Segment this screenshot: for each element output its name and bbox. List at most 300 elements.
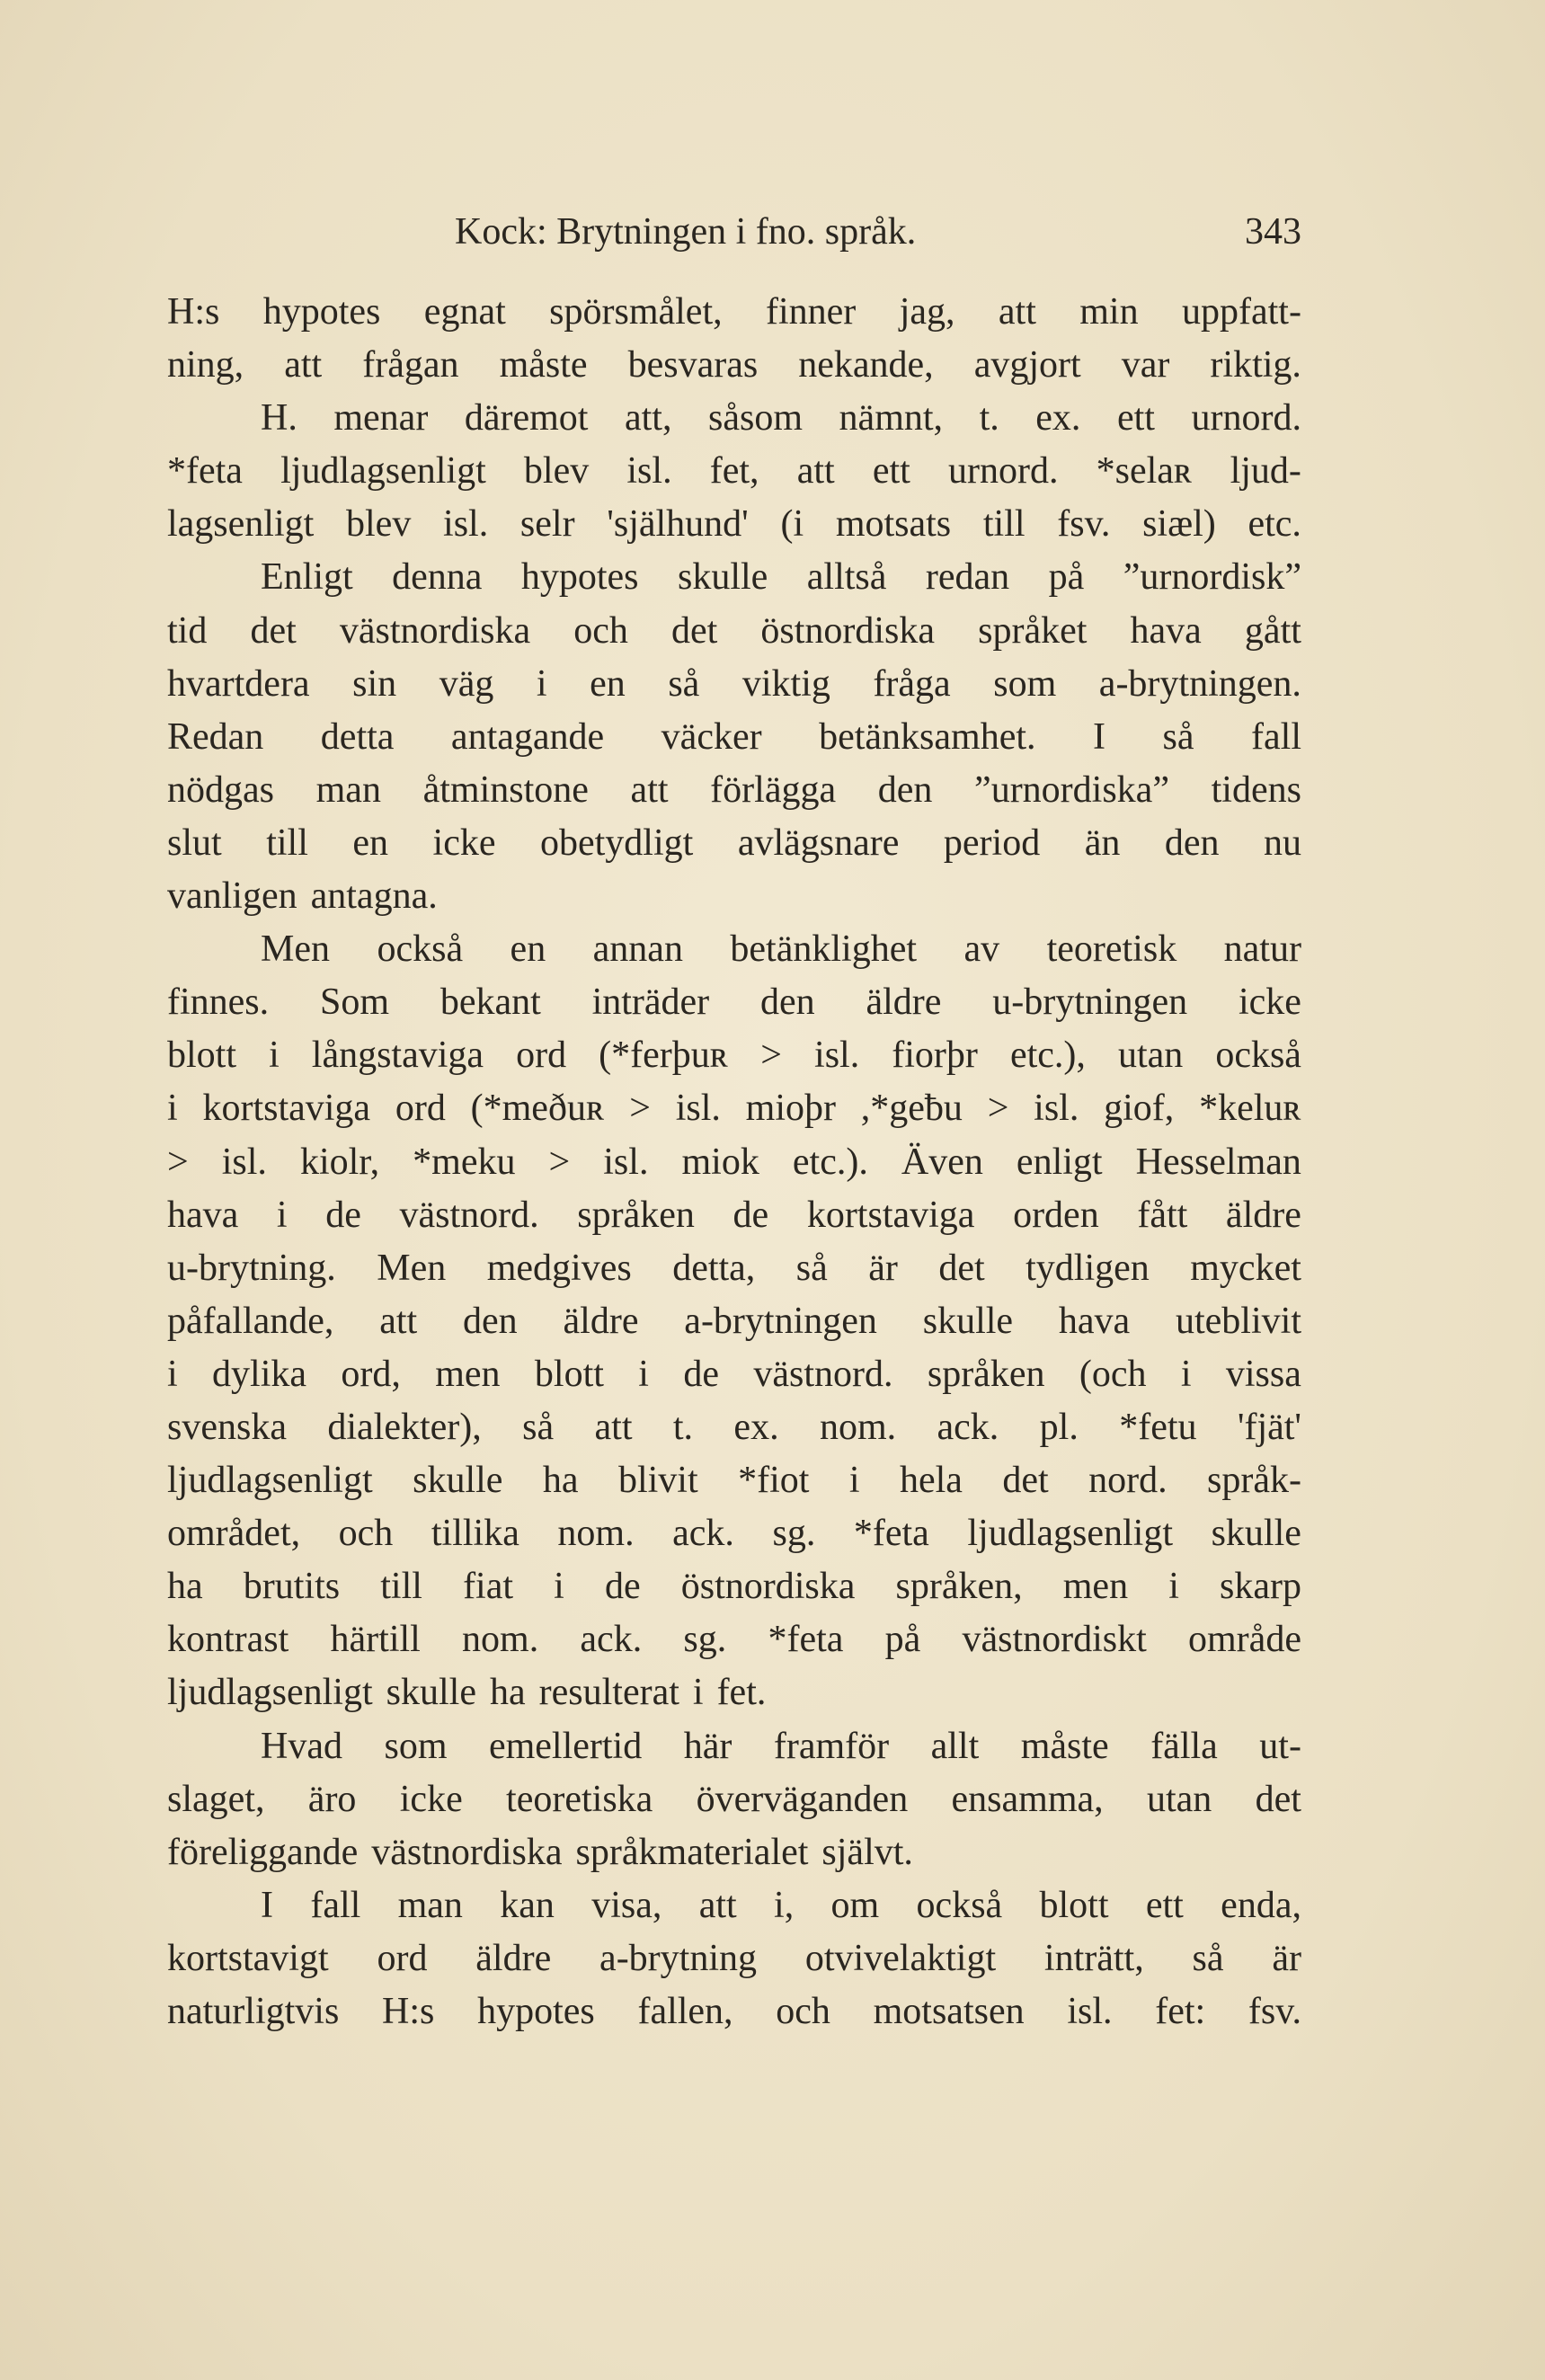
word: isl. [1034, 1088, 1079, 1130]
word: uppfatt- [1182, 291, 1301, 333]
word: Men [377, 1247, 447, 1289]
text-line [167, 1242, 1301, 1295]
word: området, [167, 1513, 301, 1555]
word: *selaʀ [1096, 450, 1193, 493]
page-number: 343 [1245, 211, 1301, 253]
word: ,*geƀu [860, 1088, 963, 1130]
word: nödgas [167, 768, 274, 811]
text-line [167, 1082, 1301, 1135]
text-line [167, 658, 1301, 711]
word: riktig. [1210, 344, 1301, 386]
word: västnordiska [339, 609, 531, 652]
word: dylika [212, 1353, 307, 1395]
word: västnordiska [371, 1831, 563, 1873]
word: teoretiska [506, 1778, 653, 1820]
word: > [760, 1035, 782, 1077]
word: i [1168, 1566, 1179, 1608]
word: västnord. [399, 1194, 539, 1236]
word: västnordiskt [962, 1619, 1147, 1661]
word: lagsenligt [167, 503, 315, 546]
word: i [638, 1353, 649, 1395]
word: måste [1020, 1725, 1109, 1767]
word: fet, [709, 450, 759, 493]
word: mioþr [745, 1088, 836, 1130]
word: men [1062, 1566, 1129, 1608]
word: område [1188, 1619, 1301, 1661]
word: isl. [675, 1088, 721, 1130]
word: också [1215, 1035, 1301, 1077]
word: kiolr, [299, 1141, 380, 1183]
word: antagna. [310, 875, 438, 918]
text-line [167, 1348, 1301, 1401]
word: ack. [580, 1619, 643, 1661]
word: isl. [814, 1035, 860, 1077]
word: slaget, [167, 1778, 265, 1820]
word: att, [625, 397, 672, 440]
word: tidens [1211, 768, 1301, 811]
word: det [1255, 1778, 1301, 1820]
word: jag, [899, 291, 955, 333]
word: teoretisk [1046, 928, 1177, 971]
word: bekant [440, 981, 541, 1024]
word: och [776, 1991, 830, 2032]
word: fälla [1150, 1725, 1218, 1767]
word: sg. [772, 1513, 816, 1555]
word: att [998, 291, 1036, 333]
word: denna [392, 556, 483, 599]
word: äldre [563, 1300, 639, 1342]
word: äldre [1225, 1194, 1301, 1236]
word: Enligt [261, 556, 353, 599]
text-line [167, 1454, 1301, 1507]
text-line [167, 711, 1301, 764]
word: ord, [341, 1353, 401, 1395]
text-line [167, 1401, 1301, 1454]
word: *feta [768, 1619, 844, 1661]
word: i, [774, 1884, 795, 1926]
word: vissa [1225, 1353, 1301, 1395]
word: icke [432, 821, 496, 864]
word: egnat [423, 291, 506, 333]
word: skulle [386, 1672, 476, 1714]
word: 'fjät' [1237, 1406, 1301, 1448]
word: selr [519, 503, 575, 546]
text-line [167, 1932, 1301, 1985]
word: den [877, 768, 933, 811]
word: inträtt, [1043, 1937, 1144, 1979]
word: i [536, 662, 547, 705]
word: som [993, 662, 1057, 705]
word: att [698, 1884, 737, 1926]
word: nom. [462, 1619, 539, 1661]
word: i [848, 1460, 860, 1502]
word: blott [1039, 1884, 1109, 1926]
word: redan [925, 556, 1010, 599]
word: hypotes [477, 1991, 595, 2032]
word: resulterat [538, 1672, 679, 1714]
word: språkmaterialet [575, 1831, 809, 1873]
word: och [573, 609, 628, 652]
word: isl. [1067, 1991, 1113, 2032]
word: kan [500, 1884, 555, 1926]
text-line [167, 1560, 1301, 1613]
word: överväganden [696, 1778, 909, 1820]
word: finner [766, 291, 857, 333]
word: kortstavigt [167, 1937, 329, 1979]
word: åtminstone [422, 768, 589, 811]
text-line [167, 1879, 1301, 1932]
word: västnord. [753, 1353, 893, 1395]
word: alltså [806, 556, 887, 599]
running-title: Kock: Brytningen i fno. språk. [455, 211, 917, 253]
word: att [284, 344, 323, 386]
word: väg [439, 662, 494, 705]
word: natur [1223, 928, 1301, 971]
word: 'själhund' [607, 503, 749, 546]
word: nom. [819, 1406, 897, 1448]
text-line [167, 339, 1301, 392]
word: u-brytning. [167, 1247, 336, 1289]
word: otvivelaktigt [804, 1937, 997, 1979]
word: gått [1244, 609, 1301, 652]
word: etc.), [1009, 1035, 1086, 1077]
word: enligt [1016, 1141, 1103, 1183]
text-line [167, 498, 1301, 551]
word: så [1162, 715, 1194, 758]
word: a-brytningen [684, 1300, 877, 1342]
word: nekande, [798, 344, 934, 386]
word: Som [319, 981, 389, 1024]
word: tydligen [1026, 1247, 1150, 1289]
text-line [167, 1295, 1301, 1348]
word: isl. [221, 1141, 267, 1183]
word: detta, [672, 1247, 756, 1289]
word: i [276, 1194, 288, 1236]
text-line [167, 1985, 1301, 2038]
word: ha [489, 1672, 526, 1714]
text-line [167, 1720, 1301, 1773]
word: man [397, 1884, 463, 1926]
text-line [167, 1773, 1301, 1826]
word: språk- [1207, 1460, 1301, 1502]
word: till [266, 821, 308, 864]
word: > [987, 1088, 1009, 1130]
word: de [325, 1194, 361, 1236]
word: ljudlagsenligt [280, 450, 486, 493]
word: etc. [1248, 503, 1301, 546]
word: att [630, 768, 669, 811]
word: hvartdera [167, 662, 310, 705]
word: ett [1116, 397, 1155, 440]
text-line [167, 1189, 1301, 1242]
word: t. [979, 397, 999, 440]
word: såsom [708, 397, 804, 440]
word: i [554, 1566, 564, 1608]
word: de [733, 1194, 769, 1236]
word: det [1002, 1460, 1049, 1502]
word: språken, [895, 1566, 1023, 1608]
word: *fiot [738, 1460, 810, 1502]
word: ack. [672, 1513, 734, 1555]
word: fsv. [1248, 1991, 1301, 2032]
word: härtill [330, 1619, 421, 1661]
word: väcker [661, 715, 762, 758]
word: betänksamhet. [819, 715, 1036, 758]
word: > [629, 1088, 651, 1130]
word: i [167, 1088, 178, 1130]
word: utan [1146, 1778, 1212, 1820]
word: slut [167, 821, 222, 864]
word: ”urnordiska” [974, 768, 1169, 811]
text-line [167, 605, 1301, 658]
text-line [167, 286, 1301, 339]
word: språken [927, 1353, 1045, 1395]
word: östnordiska [760, 609, 936, 652]
word: i [167, 1353, 178, 1395]
word: detta [320, 715, 395, 758]
word: *keluʀ [1199, 1088, 1301, 1130]
word: hypotes [520, 556, 639, 599]
word: miok [681, 1141, 759, 1183]
word: ljudlagsenligt [967, 1513, 1174, 1555]
text-line [167, 1826, 1301, 1879]
word: uteblivit [1176, 1300, 1301, 1342]
word: ut- [1259, 1725, 1301, 1767]
text-line [167, 1613, 1301, 1666]
word: *feta [167, 450, 243, 493]
word: ljudlagsenligt [167, 1460, 373, 1502]
word: en [510, 928, 546, 971]
word: brutits [243, 1566, 341, 1608]
word: spörsmålet, [549, 291, 723, 333]
text-line [167, 1507, 1301, 1560]
word: i [1180, 1353, 1192, 1395]
word: utan [1117, 1035, 1184, 1077]
word: äldre [866, 981, 942, 1024]
word: och [338, 1513, 394, 1555]
word: etc.). [792, 1141, 868, 1183]
word: den [759, 981, 815, 1024]
word: ex. [733, 1406, 779, 1448]
word: språken [577, 1194, 695, 1236]
word: så [1192, 1937, 1224, 1979]
text-line [167, 764, 1301, 817]
word: betänklighet [730, 928, 918, 971]
word: på [884, 1619, 921, 1661]
word: fråga [873, 662, 951, 705]
word: sg. [683, 1619, 727, 1661]
word: det [670, 609, 718, 652]
text-line [167, 392, 1301, 445]
word: hava [1058, 1300, 1131, 1342]
word: så [795, 1247, 828, 1289]
word: motsatsen [873, 1991, 1025, 2032]
word: än [1084, 821, 1121, 864]
text-line [167, 976, 1301, 1029]
word: skulle [922, 1300, 1014, 1342]
word: u-brytningen [992, 981, 1188, 1024]
word: den [1164, 821, 1220, 864]
word: nom. [557, 1513, 635, 1555]
word: den [463, 1300, 518, 1342]
word: *feta [853, 1513, 929, 1555]
word: I [1093, 715, 1106, 758]
word: Redan [167, 715, 264, 758]
word: urnord. [1191, 397, 1301, 440]
word: så [668, 662, 700, 705]
word: siæl) [1142, 503, 1216, 546]
text-line [167, 551, 1301, 604]
word: avgjort [973, 344, 1081, 386]
word: > [167, 1141, 189, 1183]
word: Även [901, 1141, 983, 1183]
word: nämnt, [839, 397, 944, 440]
word: *meku [413, 1141, 516, 1183]
word: föreliggande [167, 1831, 359, 1873]
word: orden [1013, 1194, 1099, 1236]
word: dialekter), [327, 1406, 482, 1448]
word: medgives [486, 1247, 632, 1289]
word: fall [310, 1884, 361, 1926]
word: sin [352, 662, 397, 705]
word: nord. [1088, 1460, 1168, 1502]
word: isl. [603, 1141, 649, 1183]
word: fallen, [637, 1991, 733, 2032]
word: att [796, 450, 835, 493]
word: tid [167, 609, 208, 652]
word: äro [307, 1778, 357, 1820]
word: till [982, 503, 1026, 546]
word: på [1048, 556, 1085, 599]
word: här [683, 1725, 733, 1767]
word: ha [542, 1460, 579, 1502]
word: icke [399, 1778, 463, 1820]
word: H. [261, 397, 297, 440]
word: skulle [677, 556, 768, 599]
word: period [943, 821, 1041, 864]
word: hela [899, 1460, 963, 1502]
text-line [167, 870, 1301, 923]
word: kontrast [167, 1619, 289, 1661]
word: vanligen [167, 875, 297, 918]
word: urnord. [947, 450, 1059, 493]
word: skulle [413, 1460, 503, 1502]
word: H:s [382, 1991, 435, 2032]
word: ljudlagsenligt [167, 1672, 373, 1714]
word: icke [1238, 981, 1301, 1024]
word: skulle [1211, 1513, 1301, 1555]
word: mycket [1190, 1247, 1301, 1289]
word: är [868, 1247, 898, 1289]
word: långstaviga [311, 1035, 484, 1077]
word: Hvad [261, 1725, 342, 1767]
word: fet: [1155, 1991, 1206, 2032]
word: ”urnordisk” [1123, 556, 1301, 599]
word: däremot [464, 397, 589, 440]
word: i [692, 1672, 704, 1714]
word: kortstaviga [806, 1194, 975, 1236]
word: avlägsnare [737, 821, 900, 864]
word: äldre [475, 1937, 552, 1979]
word: (i [780, 503, 804, 546]
word: (*meðuʀ [470, 1088, 605, 1130]
word: annan [592, 928, 683, 971]
word: fet. [716, 1672, 767, 1714]
word: fått [1137, 1194, 1188, 1236]
word: finnes. [167, 981, 270, 1024]
word: så [522, 1406, 555, 1448]
word: hava [1130, 609, 1202, 652]
word: ex. [1035, 397, 1081, 440]
word: fsv. [1057, 503, 1111, 546]
word: fiat [463, 1566, 514, 1608]
word: var [1121, 344, 1170, 386]
word: a-brytning [599, 1937, 757, 1979]
text-line [167, 923, 1301, 976]
word: självt. [821, 1831, 913, 1873]
word: nu [1264, 821, 1301, 864]
word: förlägga [710, 768, 837, 811]
word: i [269, 1035, 280, 1077]
word: också [916, 1884, 1003, 1926]
body-text [167, 286, 1301, 2038]
word: (och [1079, 1353, 1147, 1395]
word: Hesselman [1135, 1141, 1301, 1183]
word: naturligtvis [167, 1991, 340, 2032]
word: a-brytningen. [1098, 662, 1301, 705]
word: är [1272, 1937, 1301, 1979]
word: H:s [167, 291, 220, 333]
word: kortstaviga [202, 1088, 371, 1130]
word: det [250, 609, 297, 652]
word: ett [1145, 1884, 1184, 1926]
word: frågan [362, 344, 459, 386]
word: blott [167, 1035, 237, 1077]
text-line [167, 445, 1301, 498]
word: menar [333, 397, 429, 440]
word: pl. [1039, 1406, 1079, 1448]
word: det [938, 1247, 985, 1289]
word: inträder [591, 981, 710, 1024]
word: min [1079, 291, 1139, 333]
word: antagande [450, 715, 605, 758]
word: motsats [835, 503, 952, 546]
word: påfallande, [167, 1300, 334, 1342]
word: svenska [167, 1406, 287, 1448]
word: att [594, 1406, 633, 1448]
word: blev [346, 503, 412, 546]
word: östnordiska [680, 1566, 856, 1608]
word: ord [377, 1937, 428, 1979]
word: fall [1251, 715, 1301, 758]
word: som [384, 1725, 448, 1767]
word: också [377, 928, 464, 971]
word: t. [672, 1406, 694, 1448]
word: ett [872, 450, 910, 493]
word: hypotes [262, 291, 381, 333]
word: blivit [617, 1460, 698, 1502]
word: blev [523, 450, 590, 493]
text-line [167, 1029, 1301, 1082]
word: isl. [626, 450, 672, 493]
word: fiorþr [892, 1035, 978, 1077]
word: Men [261, 928, 330, 971]
word: (*ferþuʀ [599, 1035, 729, 1077]
word: av [963, 928, 1000, 971]
word: skarp [1220, 1566, 1301, 1608]
word: språket [978, 609, 1088, 652]
word: men [435, 1353, 501, 1395]
